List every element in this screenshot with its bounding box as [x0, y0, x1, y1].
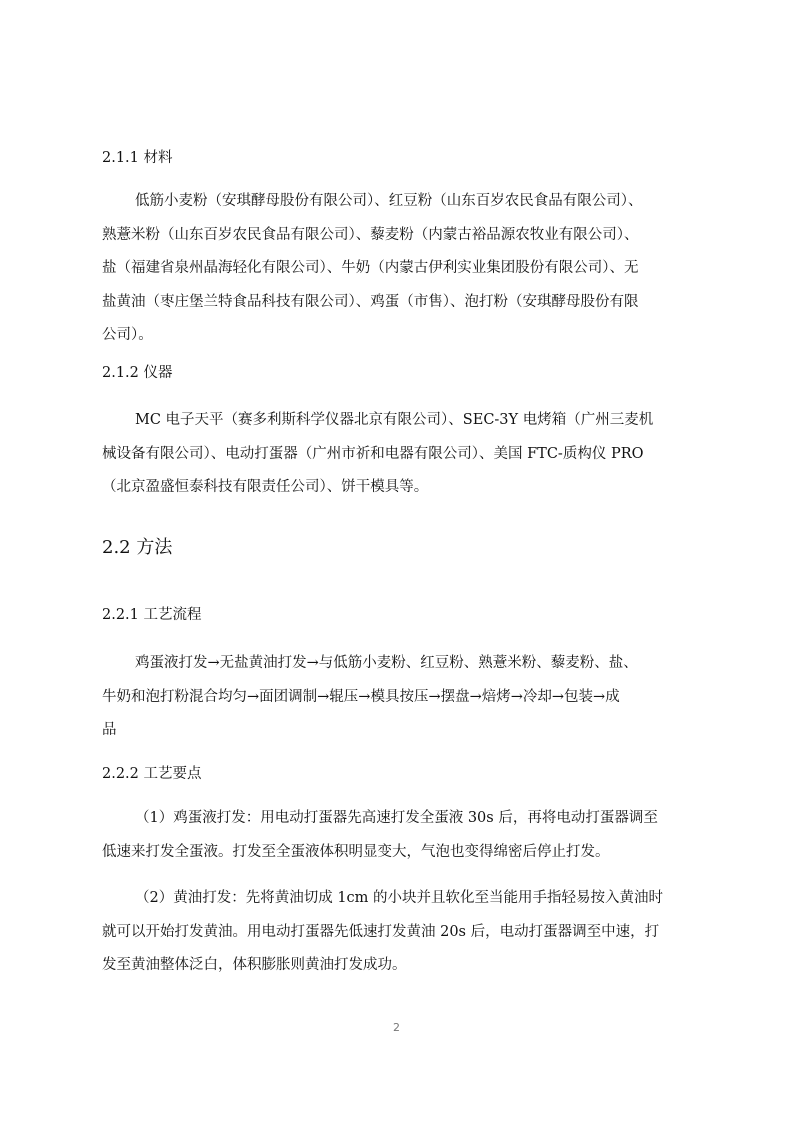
page-number: 2 — [393, 1021, 400, 1034]
paragraph-materials — [102, 185, 692, 353]
paragraph-instruments — [102, 404, 692, 505]
text-line: 就可以开始打发黄油。用电动打蛋器先低速打发黄油 20s 后，电动打蛋器调至中速，打 — [102, 923, 660, 940]
text-line: （北京盈盛恒泰科技有限责任公司）、饼干模具等。 — [102, 479, 429, 495]
text-line: （1）鸡蛋液打发：用电动打蛋器先高速打发全蛋液 30s 后，再将电动打蛋器调至 — [135, 810, 658, 826]
text-line: 品 — [102, 722, 117, 738]
text-line: 盐（福建省泉州晶海轻化有限公司）、牛奶（内蒙古伊利实业集团股份有限公司）、无 — [102, 260, 639, 276]
heading-2-1-1: 2.1.1 材料 — [102, 150, 173, 166]
text-line: 鸡蛋液打发→无盐黄油打发→与低筋小麦粉、红豆粉、熟薏米粉、藜麦粉、盐、 — [135, 655, 638, 671]
text-line: （2）黄油打发：先将黄油切成 1cm 的小块并且软化至当能用手指轻易按入黄油时 — [135, 890, 664, 906]
text-line: 公司）。 — [102, 327, 153, 343]
text-line: 发至黄油整体泛白，体积膨胀则黄油打发成功。 — [102, 957, 407, 973]
paragraph-process-flow — [102, 647, 692, 748]
heading-2-2: 2.2 方法 — [102, 537, 173, 558]
paragraph-egg-whipping — [102, 802, 692, 869]
heading-2-2-1: 2.2.1 工艺流程 — [102, 607, 202, 623]
text-line: 熟薏米粉（山东百岁农民食品有限公司）、藜麦粉（内蒙古裕品源农牧业有限公司）、 — [102, 226, 639, 243]
text-line: 盐黄油（枣庄堡兰特食品科技有限公司）、鸡蛋（市售）、泡打粉（安琪酵母股份有限 — [102, 293, 639, 310]
text-line: 牛奶和泡打粉混合均匀→面团调制→辊压→模具按压→摆盘→焙烤→冷却→包装→成 — [102, 688, 620, 705]
text-line: MC 电子天平（赛多利斯科学仪器北京有限公司）、SEC-3Y 电烤箱（广州三麦机 — [135, 412, 654, 428]
heading-2-1-2: 2.1.2 仪器 — [102, 365, 173, 381]
text-line: 械设备有限公司）、电动打蛋器（广州市祈和电器有限公司）、美国 FTC-质构仪 PRO — [102, 445, 644, 462]
paragraph-butter-whipping — [102, 882, 692, 983]
text-line: 低筋小麦粉（安琪酵母股份有限公司）、红豆粉（山东百岁农民食品有限公司）、 — [135, 193, 643, 209]
text-line: 低速来打发全蛋液。打发至全蛋液体积明显变大，气泡也变得绵密后停止打发。 — [102, 843, 610, 860]
heading-2-2-2: 2.2.2 工艺要点 — [102, 766, 202, 782]
